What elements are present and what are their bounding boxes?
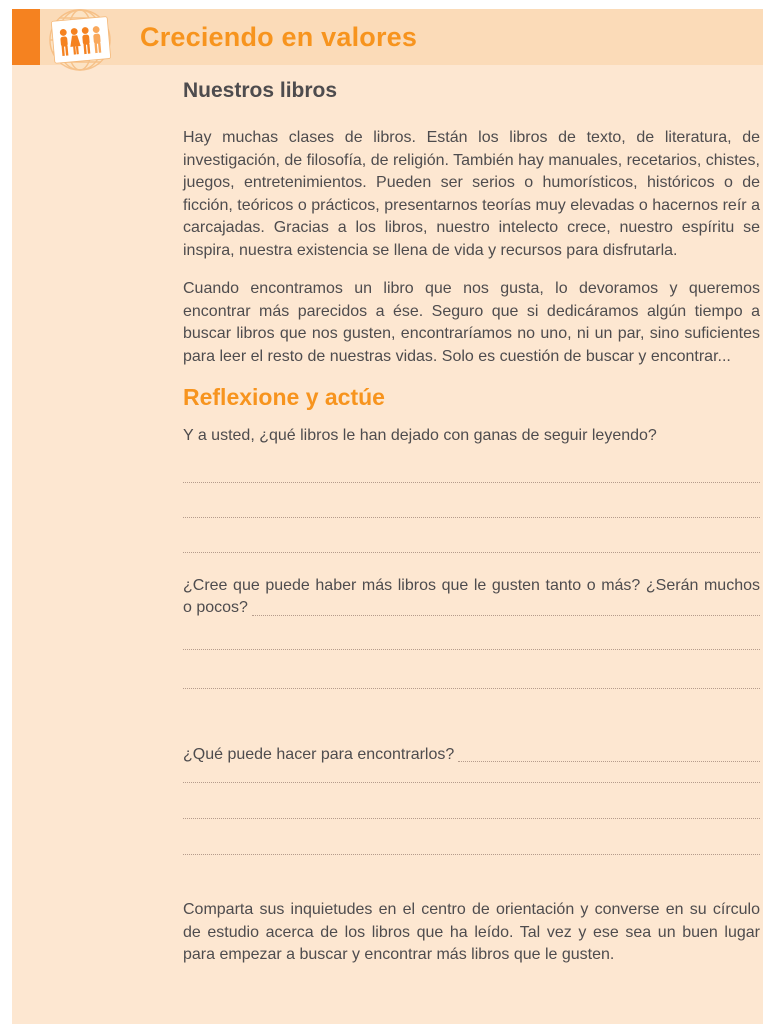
question-2-line-1: ¿Cree que puede haber más libros que le gusten tanto o más? ¿Serán muchos (183, 576, 760, 594)
question-2 (183, 575, 760, 620)
question-1: Y a usted, ¿qué libros le han dejado con ganas de seguir leyendo? (183, 427, 657, 444)
answer-line (183, 620, 760, 650)
document-page (12, 9, 763, 1024)
answer-line (183, 518, 760, 553)
closing-paragraph: Comparta sus inquietudes en el centro de orientación y converse en su círculo de estudio acerca de los libros que ha leído. Tal vez y ese sea un buen lugar para empezar a buscar y encontrar más libros que le gusten. (183, 901, 760, 963)
answer-line (183, 819, 760, 855)
question-3 (183, 744, 760, 767)
header-band (12, 9, 763, 65)
answer-line (183, 766, 760, 783)
content-column (183, 79, 760, 967)
section-title: Nuestros libros (183, 79, 338, 102)
paragraph: Hay muchas clases de libros. Están los libros de texto, de literatura, de investigación, de filosofía, de religión. También hay manuales, recetarios, chistes, juegos, entretenimientos. Pueden ser serios o humorísticos, históricos o de ficción, teóricos o prácticos, presentarnos teorías muy elevadas o hacernos reír a carcajadas. Gracias a los libros, nuestro intelecto crece, nuestro espíritu se inspira, nuestra existencia se llena de vida y recursos para disfrutarla. (183, 129, 760, 259)
globe-people-icon (12, 9, 144, 71)
answer-line (183, 650, 760, 689)
answer-line (183, 483, 760, 518)
answer-line (183, 783, 760, 819)
paragraph: Cuando encontramos un libro que nos gusta, lo devoramos y queremos encontrar más parecidos a ése. Seguro que si dedicáramos algún tiempo a buscar libros que nos gusten, encontraríamos no uno, ni un par, sino suficientes para leer el resto de nuestras vidas. Solo es cuestión de buscar y encontrar... (183, 280, 760, 365)
answer-line (183, 448, 760, 483)
question-3-text: ¿Qué puede hacer para encontrarlos? (183, 745, 455, 763)
activity-title: Reflexione y actúe (183, 384, 385, 410)
page-title: Creciendo en valores (140, 21, 418, 52)
answer-line (458, 761, 760, 762)
answer-line-group (183, 620, 760, 689)
answer-line-group (183, 766, 760, 855)
question-2-line-2: o pocos? (183, 599, 248, 616)
answer-line (252, 615, 760, 616)
answer-line-group (183, 448, 760, 553)
